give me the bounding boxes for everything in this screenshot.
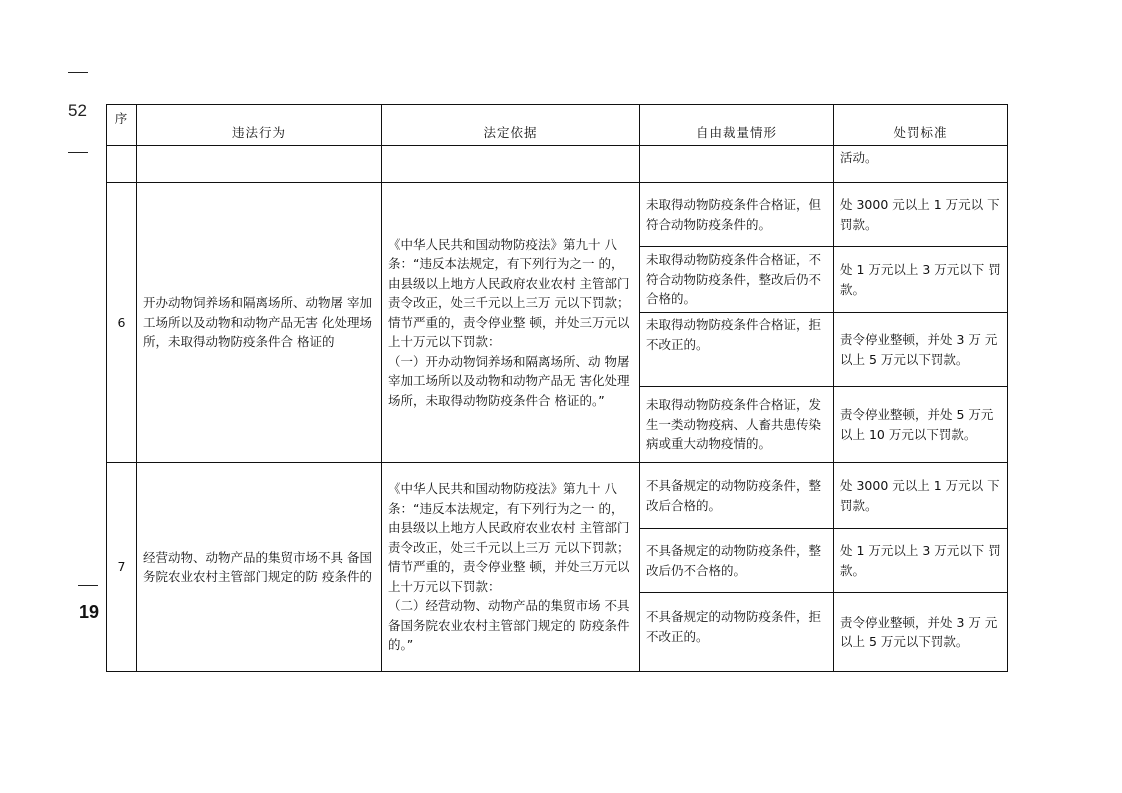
discretion-cell: 不具备规定的动物防疫条件，整改后仍不合格的。 <box>640 529 834 593</box>
header-standard: 处罚标准 <box>834 105 1008 146</box>
header-basis: 法定依据 <box>382 105 640 146</box>
standard-cell: 责令停业整顿，并处 3 万 元以上 5 万元以下罚款。 <box>834 593 1008 672</box>
row-seq: 7 <box>107 463 137 672</box>
top-dash-2 <box>68 152 88 153</box>
page-number-top: 52 <box>68 101 87 120</box>
basis-paragraph: 《中华人民共和国动物防疫法》第九十 八条：“违反本法规定，有下列行为之一 的，由县级以上地方人民政府农业农村 主管部门责令改正，处三千元以上三万 元以下罚款；情节严重的，责令停业整 顿，并处三万元以上十万元以下罚款： <box>388 236 630 350</box>
header-behavior: 违法行为 <box>137 105 382 146</box>
header-row <box>107 105 1008 146</box>
discretion-cell: 未取得动物防疫条件合格证，拒不改正的。 <box>640 313 834 387</box>
standard-cell: 处 1 万元以上 3 万元以下 罚款。 <box>834 247 1008 313</box>
row-behavior: 经营动物、动物产品的集贸市场不具 备国务院农业农村主管部门规定的防 疫条件的 <box>137 463 382 672</box>
continuation-behavior <box>137 146 382 183</box>
header-discretion: 自由裁量情形 <box>640 105 834 146</box>
standard-cell: 处 3000 元以上 1 万元以 下罚款。 <box>834 183 1008 247</box>
discretion-cell: 未取得动物防疫条件合格证，发生一类动物疫病、人畜共患传染病或重大动物疫情的。 <box>640 387 834 463</box>
basis-paragraph: （二）经营动物、动物产品的集贸市场 不具备国务院农业农村主管部门规定的 防疫条件的。” <box>388 598 630 653</box>
top-dash-1 <box>68 72 88 73</box>
continuation-basis <box>382 146 640 183</box>
table-row <box>107 183 1008 247</box>
continuation-standard: 活动。 <box>834 146 1008 183</box>
standard-cell: 处 3000 元以上 1 万元以 下罚款。 <box>834 463 1008 529</box>
basis-paragraph: 《中华人民共和国动物防疫法》第九十 八条：“违反本法规定，有下列行为之一 的，由县级以上地方人民政府农业农村 主管部门责令改正，处三千元以上三万 元以下罚款；情节严重的，责令停业整 顿，并处三万元以上十万元以下罚款： <box>388 481 630 594</box>
standard-cell: 责令停业整顿，并处 5 万元以上 10 万元以下罚款。 <box>834 387 1008 463</box>
basis-paragraph: （一）开办动物饲养场和隔离场所、动 物屠宰加工场所以及动物和动物产品无 害化处理场所，未取得动物防疫条件合 格证的。” <box>388 353 630 408</box>
standard-cell: 责令停业整顿，并处 3 万 元以上 5 万元以下罚款。 <box>834 313 1008 387</box>
continuation-discretion <box>640 146 834 183</box>
table-row <box>107 463 1008 529</box>
discretion-cell: 不具备规定的动物防疫条件，拒不改正的。 <box>640 593 834 672</box>
standard-cell: 处 1 万元以上 3 万元以下 罚款。 <box>834 529 1008 593</box>
row-basis <box>382 463 640 672</box>
continuation-seq <box>107 146 137 183</box>
penalty-table <box>106 104 1008 672</box>
bottom-dash <box>78 585 98 586</box>
continuation-row <box>107 146 1008 183</box>
row-basis <box>382 183 640 463</box>
page-number-bottom: 19 <box>79 602 100 622</box>
discretion-cell: 不具备规定的动物防疫条件，整改后合格的。 <box>640 463 834 529</box>
header-seq: 序 <box>107 105 137 146</box>
discretion-cell: 未取得动物防疫条件合格证，但符合动物防疫条件的。 <box>640 183 834 247</box>
row-behavior: 开办动物饲养场和隔离场所、动物屠 宰加工场所以及动物和动物产品无害 化处理场所，未取得动物防疫条件合 格证的 <box>137 183 382 463</box>
discretion-cell: 未取得动物防疫条件合格证，不符合动物防疫条件，整改后仍不合格的。 <box>640 247 834 313</box>
row-seq: 6 <box>107 183 137 463</box>
